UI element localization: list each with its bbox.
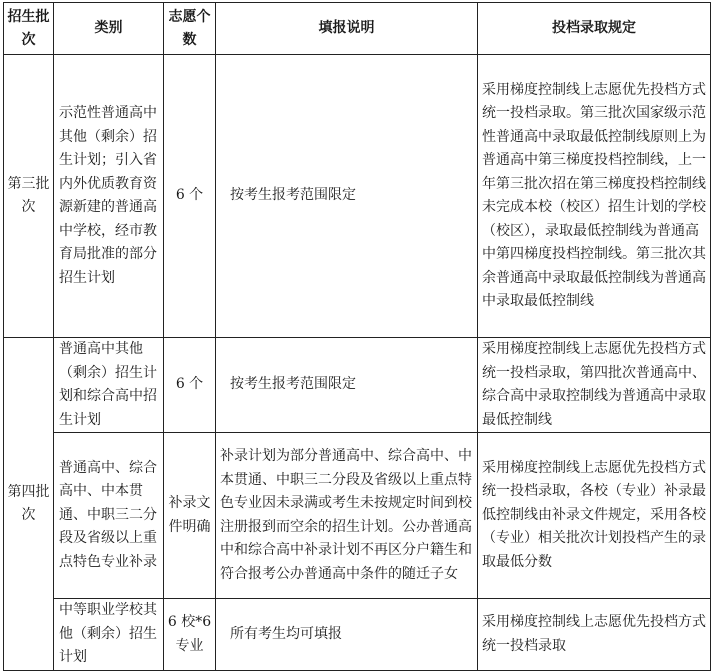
category-cell: 中等职业学校其他（剩余）招生计划 xyxy=(54,599,164,671)
rule-cell: 采用梯度控制线上志愿优先投档方式统一投档录取 xyxy=(478,599,711,671)
category-cell: 示范性普通高中其他（剩余）招生计划；引入省内外优质教育资源新建的普通高中学校，经市教育局批准的部分招生计划 xyxy=(54,55,164,338)
category-cell: 普通高中、综合高中、中本贯通、中职三二分段及省级以上重点特色专业补录 xyxy=(54,433,164,599)
header-instruction: 填报说明 xyxy=(216,3,478,55)
table-row xyxy=(4,338,711,433)
rule-cell: 采用梯度控制线上志愿优先投档方式统一投档录取。第三批次国家级示范性普通高中录取最低控制线原则上为普通高中第三梯度投档控制线，上一年第三批次招在第三梯度投档控制线未完成本校（校区）招生计划的学校（校区），录取最低控制线为普通高中第四梯度投档控制线。第三批次其余普通高中录取最低控制线为普通高中录取最低控制线 xyxy=(478,55,711,338)
count-cell: 6 个 xyxy=(164,338,216,433)
header-row xyxy=(4,3,711,55)
count-cell: 补录文件明确 xyxy=(164,433,216,599)
instruction-cell: 按考生报考范围限定 xyxy=(216,338,478,433)
table-row xyxy=(4,55,711,338)
admission-table xyxy=(3,2,711,671)
header-batch: 招生批次 xyxy=(4,3,54,55)
rule-cell: 采用梯度控制线上志愿优先投档方式统一投档录取，各校（专业）补录最低控制线由补录文件规定，采用各校（专业）相关批次计划投档产生的录取最低分数 xyxy=(478,433,711,599)
rule-cell: 采用梯度控制线上志愿优先投档方式统一投档录取，第四批次普通高中、综合高中录取控制线为普通高中录取最低控制线 xyxy=(478,338,711,433)
instruction-cell: 按考生报考范围限定 xyxy=(216,55,478,338)
category-cell: 普通高中其他（剩余）招生计划和综合高中招生计划 xyxy=(54,338,164,433)
count-cell: 6 个 xyxy=(164,55,216,338)
table-row xyxy=(4,599,711,671)
count-cell: 6 校*6 专业 xyxy=(164,599,216,671)
batch-cell: 第四批次 xyxy=(4,338,54,671)
batch-cell: 第三批次 xyxy=(4,55,54,338)
table-row xyxy=(4,433,711,599)
instruction-cell: 所有考生均可填报 xyxy=(216,599,478,671)
instruction-cell: 补录计划为部分普通高中、综合高中、中本贯通、中职三二分段及省级以上重点特色专业因未录满或考生未按规定时间到校注册报到而空余的招生计划。公办普通高中和综合高中补录计划不再区分户籍生和符合报考公办普通高中条件的随迁子女 xyxy=(216,433,478,599)
header-count: 志愿个数 xyxy=(164,3,216,55)
header-rule: 投档录取规定 xyxy=(478,3,711,55)
header-category: 类别 xyxy=(54,3,164,55)
